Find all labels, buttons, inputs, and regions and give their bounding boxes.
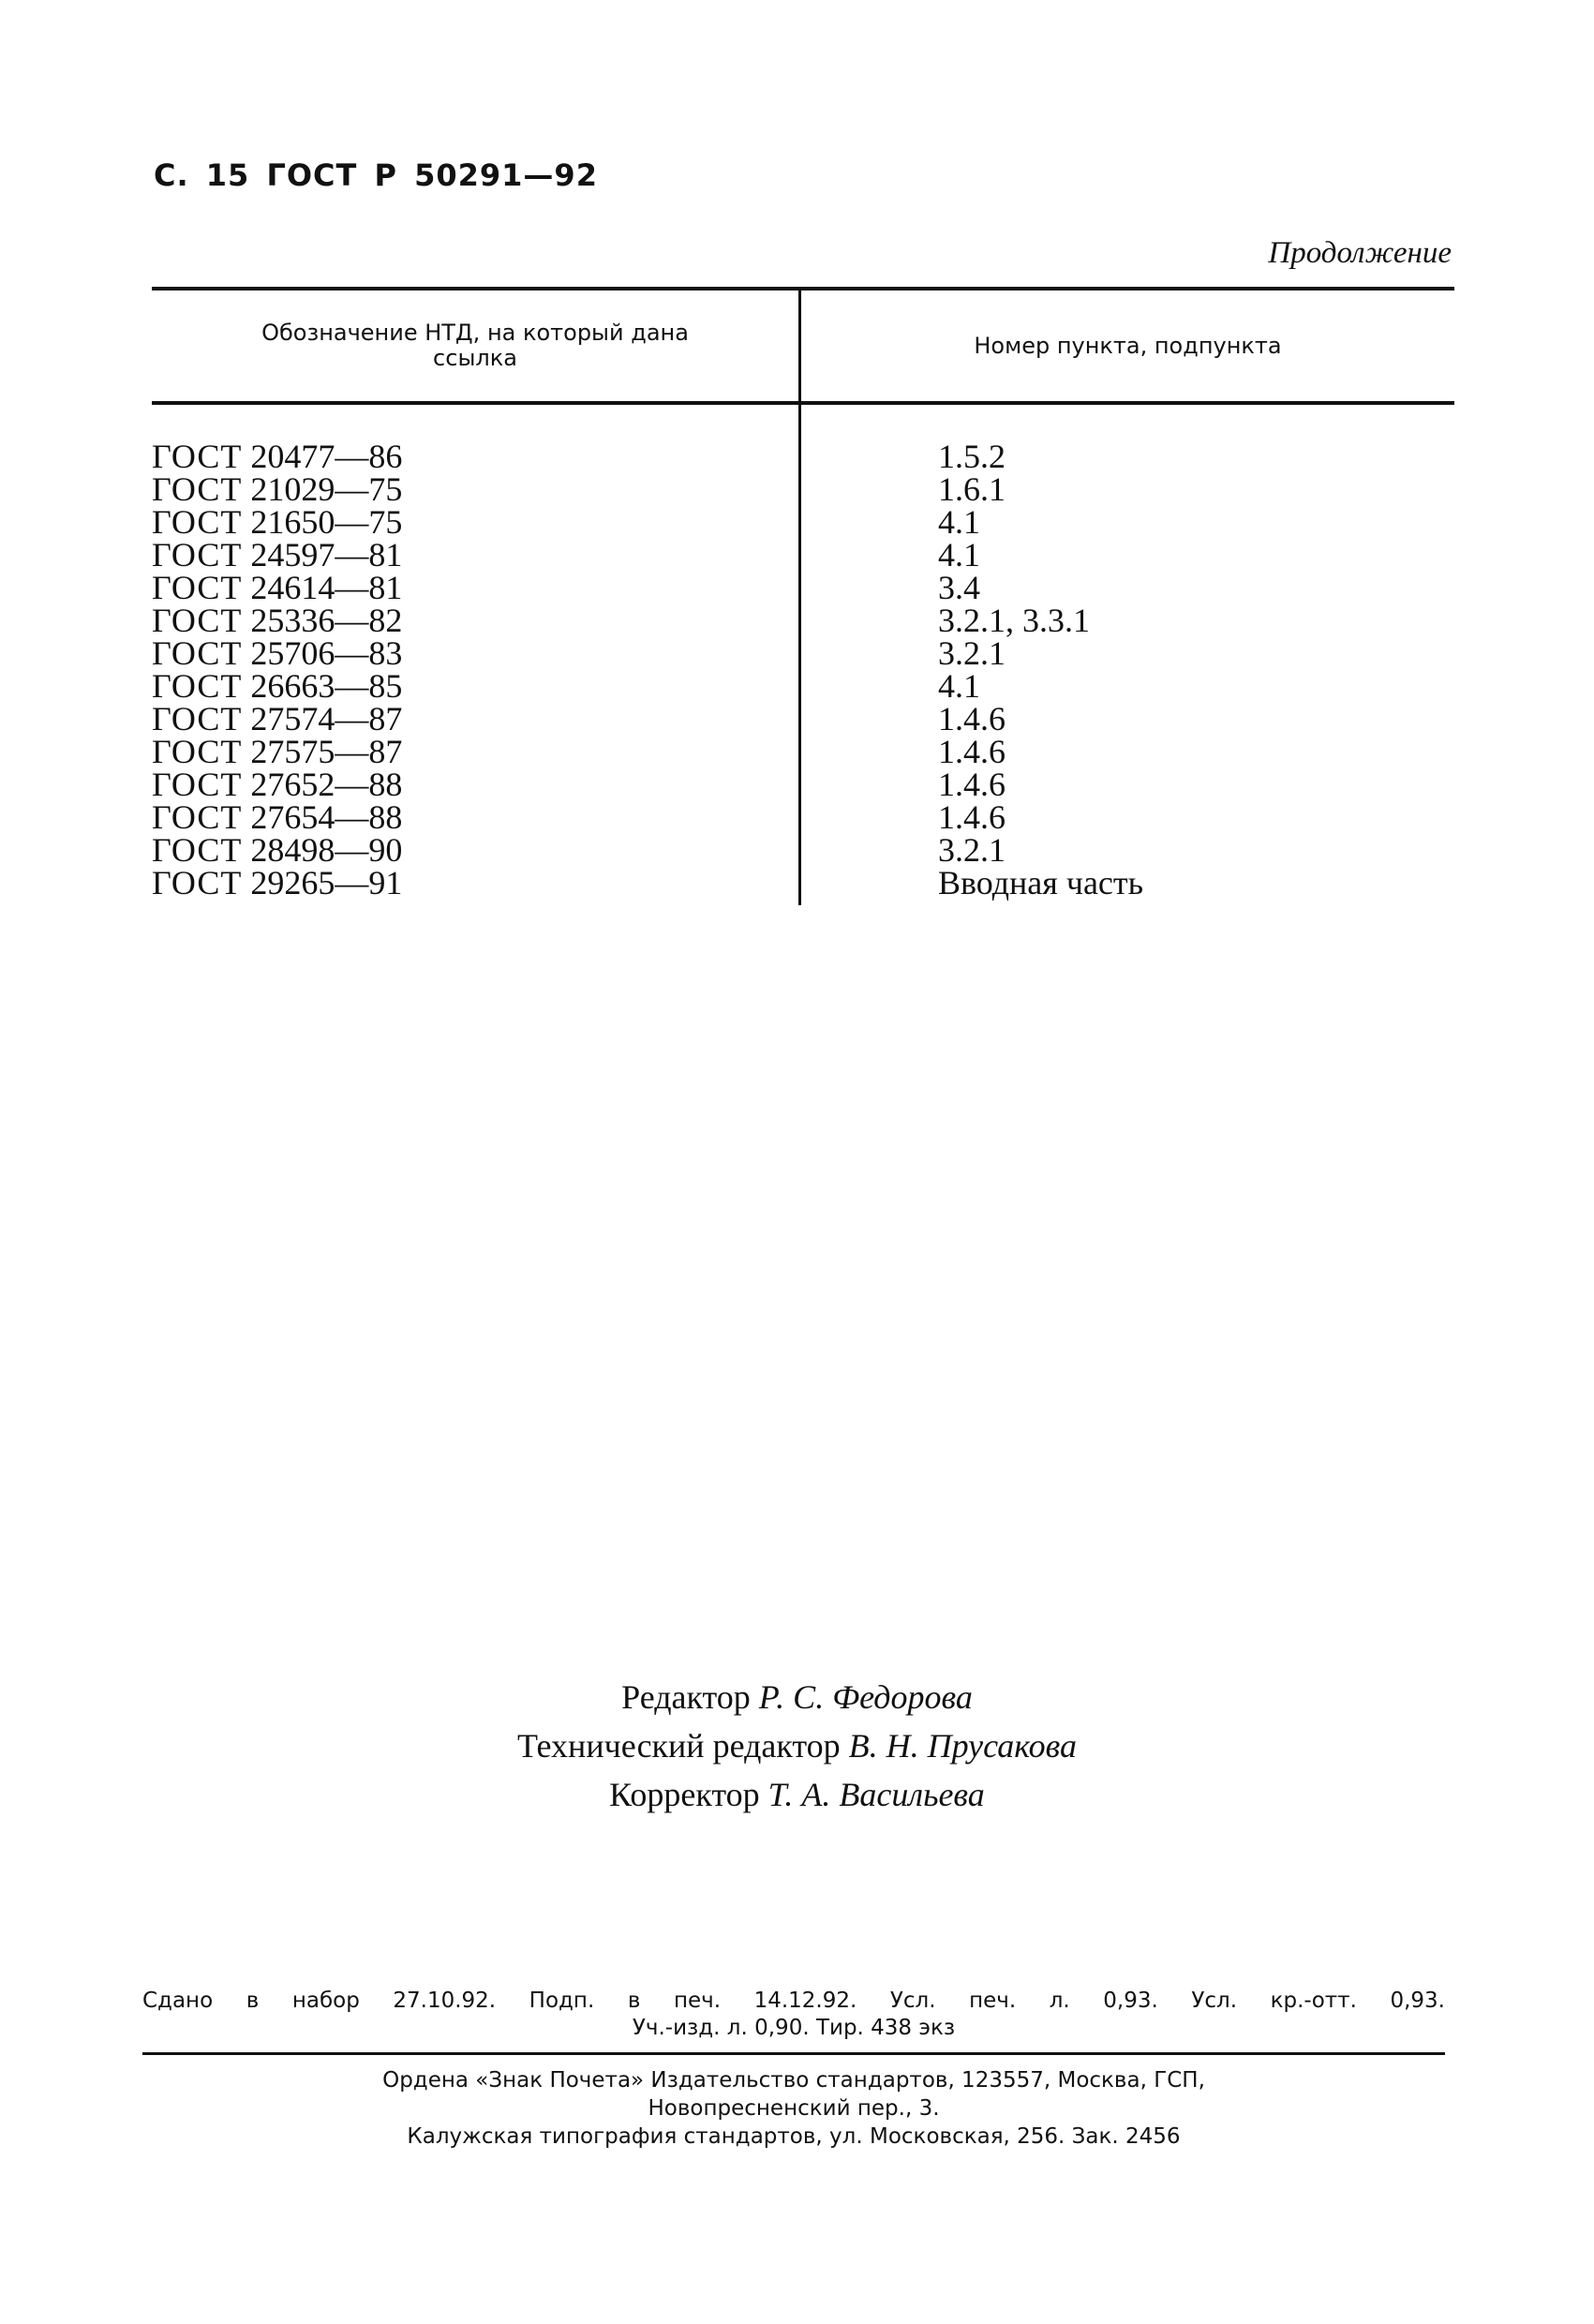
gost-number: 21650—75	[250, 503, 403, 541]
imprint-word: печ.	[673, 1989, 722, 2013]
gost-number: 27654—88	[250, 798, 403, 836]
gost-number: 27575—87	[250, 733, 403, 770]
clause-cell: Вводная часть	[938, 864, 1144, 901]
gost-prefix: ГОСТ	[152, 438, 243, 475]
clause-cell: 1.5.2	[938, 438, 1006, 475]
imprint-word: Подп.	[529, 1989, 595, 2013]
imprint-word: л.	[1049, 1989, 1070, 2013]
imprint-word: печ.	[969, 1989, 1017, 2013]
clause-cell: 3.2.1	[938, 831, 1006, 869]
gost-number: 28498—90	[250, 831, 403, 869]
gost-number: 25336—82	[250, 602, 403, 639]
imprint-word: Усл.	[1191, 1989, 1238, 2013]
clause-cell: 1.4.6	[938, 798, 1006, 836]
clause-cell: 1.4.6	[938, 766, 1006, 803]
imprint-block	[142, 1987, 1445, 2151]
editor-role: Редактор	[621, 1678, 751, 1716]
gost-number: 24597—81	[250, 536, 403, 574]
imprint-word: кр.-отт.	[1270, 1989, 1357, 2013]
designation-cell	[152, 503, 798, 541]
designation-cell	[152, 768, 798, 801]
clause-cell: 4.1	[938, 503, 980, 541]
designation-cell	[152, 667, 798, 705]
tech-editor-name: В. Н. Прусакова	[848, 1727, 1078, 1765]
continuation-label: Продолжение	[1268, 236, 1452, 270]
header-clause-label: Номер пункта, подпункта	[974, 332, 1282, 359]
imprint-word: Усл.	[889, 1989, 936, 2013]
designation-cell	[152, 440, 798, 473]
clause-cell: 3.2.1, 3.3.1	[938, 602, 1090, 639]
header-designation-label: Обозначение НТД, на который дана ссылка	[261, 320, 689, 371]
publisher-line-2: Новопресненский пер., 3.	[648, 2096, 940, 2121]
gost-number: 26663—85	[250, 667, 403, 705]
clause-column	[801, 405, 1454, 905]
gost-number: 25706—83	[250, 634, 403, 672]
designation-cell	[152, 634, 798, 672]
imprint-word: Сдано	[142, 1989, 214, 2013]
gost-number: 27652—88	[250, 766, 403, 803]
table-header-designation	[152, 290, 801, 401]
table-header-row	[152, 290, 1454, 405]
proofreader-role: Корректор	[609, 1776, 760, 1813]
imprint-print-details	[142, 1987, 1445, 2015]
designation-cell	[152, 604, 798, 637]
imprint-word: 27.10.92.	[393, 1989, 497, 2013]
table-body	[152, 405, 1454, 905]
gost-number: 24614—81	[250, 569, 403, 606]
gost-number: 21029—75	[250, 470, 403, 508]
clause-cell: 1.4.6	[938, 700, 1006, 737]
imprint-word: в	[246, 1989, 260, 2013]
gost-prefix: ГОСТ	[152, 602, 243, 639]
imprint-word: в	[627, 1989, 641, 2013]
designation-cell	[152, 470, 798, 508]
gost-number: 20477—86	[250, 438, 403, 475]
clause-cell: 3.2.1	[938, 634, 1006, 672]
imprint-word: 0,93.	[1390, 1989, 1445, 2013]
tech-editor-credit	[0, 1721, 1594, 1770]
publisher-line-3: Калужская типография стандартов, ул. Московская, 256. Зак. 2456	[407, 2124, 1181, 2149]
gost-prefix: ГОСТ	[152, 470, 243, 508]
gost-prefix: ГОСТ	[152, 733, 243, 770]
page-header: С. 15 ГОСТ Р 50291—92	[154, 157, 598, 193]
proofreader-name: Т. А. Васильева	[767, 1776, 985, 1813]
editor-credit	[0, 1673, 1594, 1721]
publisher-info	[142, 2066, 1445, 2151]
gost-prefix: ГОСТ	[152, 634, 243, 672]
imprint-word: набор	[291, 1989, 360, 2013]
gost-prefix: ГОСТ	[152, 798, 243, 836]
designation-cell	[152, 569, 798, 606]
designation-column	[152, 405, 801, 905]
gost-number: 27574—87	[250, 700, 403, 737]
clause-cell: 1.6.1	[938, 470, 1006, 508]
gost-number: 29265—91	[250, 864, 403, 901]
table-header-clause	[801, 290, 1454, 401]
clause-cell: 3.4	[938, 569, 980, 606]
gost-prefix: ГОСТ	[152, 766, 243, 803]
proofreader-credit	[0, 1770, 1594, 1819]
gost-prefix: ГОСТ	[152, 864, 243, 901]
designation-cell	[152, 700, 798, 737]
designation-cell	[152, 798, 798, 836]
gost-prefix: ГОСТ	[152, 667, 243, 705]
clause-cell: 4.1	[938, 667, 980, 705]
gost-prefix: ГОСТ	[152, 700, 243, 737]
gost-prefix: ГОСТ	[152, 569, 243, 606]
imprint-word: 0,93.	[1103, 1989, 1158, 2013]
imprint-edition-details: Уч.-изд. л. 0,90. Тир. 438 экз	[632, 2016, 956, 2040]
publisher-line-1: Ордена «Знак Почета» Издательство стандартов, 123557, Москва, ГСП,	[382, 2068, 1205, 2093]
clause-cell: 4.1	[938, 536, 980, 574]
clause-cell: 1.4.6	[938, 733, 1006, 770]
imprint-word: 14.12.92.	[753, 1989, 857, 2013]
gost-prefix: ГОСТ	[152, 831, 243, 869]
designation-cell	[152, 536, 798, 574]
gost-prefix: ГОСТ	[152, 503, 243, 541]
gost-prefix: ГОСТ	[152, 536, 243, 574]
reference-table	[152, 287, 1454, 905]
designation-cell	[152, 831, 798, 869]
credits-block	[0, 1673, 1594, 1819]
imprint-rule	[142, 2052, 1445, 2055]
tech-editor-role: Технический редактор	[516, 1727, 841, 1765]
editor-name: Р. С. Федорова	[758, 1678, 973, 1716]
designation-cell	[152, 733, 798, 770]
designation-cell	[152, 864, 798, 901]
